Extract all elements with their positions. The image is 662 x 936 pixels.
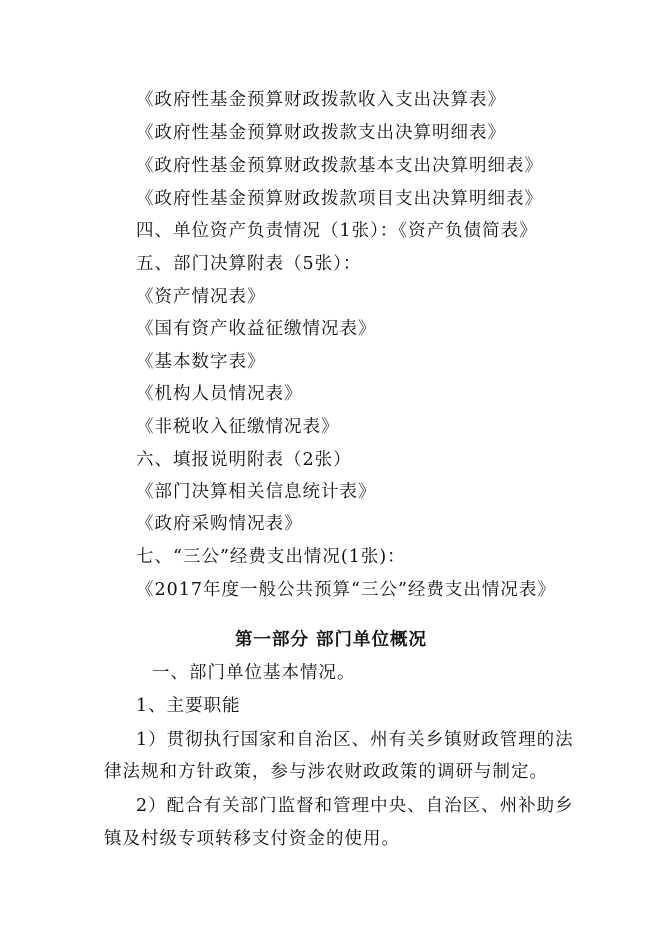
body-line-6: 镇及村级专项转移支付资金的使用。 bbox=[104, 829, 400, 849]
list-line-3: 《政府性基金预算财政拨款基本支出决算明细表》 bbox=[136, 156, 543, 176]
list-line-1: 《政府性基金预算财政拨款收入支出决算表》 bbox=[136, 90, 506, 110]
body-line-1: 一、部门单位基本情况。 bbox=[152, 663, 356, 683]
list-line-8: 《国有资产收益征缴情况表》 bbox=[136, 319, 377, 339]
body-line-5: 2）配合有关部门监督和管理中央、自治区、州补助乡 bbox=[136, 796, 574, 816]
list-line-2: 《政府性基金预算财政拨款支出决算明细表》 bbox=[136, 123, 506, 143]
list-line-7: 《资产情况表》 bbox=[136, 287, 266, 307]
list-line-16: 《2017年度一般公共预算“三公”经费支出情况表》 bbox=[136, 580, 556, 600]
list-line-4: 《政府性基金预算财政拨款项目支出决算明细表》 bbox=[136, 189, 543, 209]
section-heading: 第一部分 部门单位概况 bbox=[234, 630, 428, 650]
list-line-14: 《政府采购情况表》 bbox=[136, 514, 303, 534]
body-line-4: 律法规和方针政策，参与涉农财政政策的调研与制定。 bbox=[104, 762, 548, 782]
body-line-2: 1、主要职能 bbox=[136, 696, 241, 716]
list-line-15: 七、“三公”经费支出情况(1张)： bbox=[136, 547, 406, 567]
list-line-12: 六、填报说明附表（2张） bbox=[136, 450, 352, 470]
body-line-3: 1）贯彻执行国家和自治区、州有关乡镇财政管理的法 bbox=[136, 730, 574, 750]
list-line-5: 四、单位资产负责情况（1张）：《资产负债简表》 bbox=[136, 221, 538, 241]
list-line-9: 《基本数字表》 bbox=[136, 352, 266, 372]
list-line-6: 五、部门决算附表（5张）： bbox=[136, 254, 362, 274]
list-line-10: 《机构人员情况表》 bbox=[136, 384, 303, 404]
list-line-13: 《部门决算相关信息统计表》 bbox=[136, 482, 377, 502]
list-line-11: 《非税收入征缴情况表》 bbox=[136, 417, 340, 437]
